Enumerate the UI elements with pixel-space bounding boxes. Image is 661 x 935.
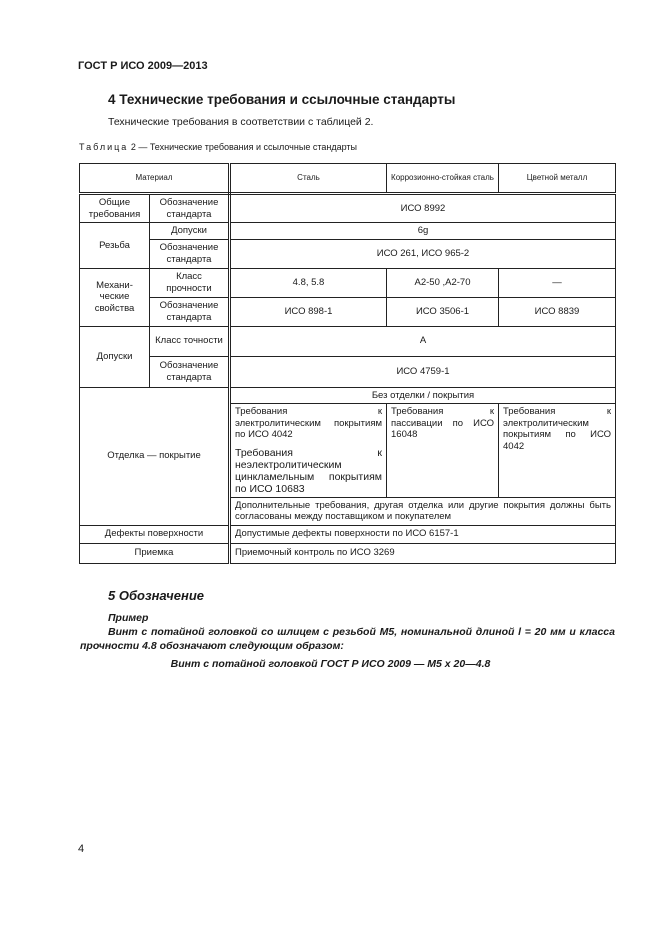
finish-no-finish: Без отделки / покрытия (230, 387, 616, 404)
mechanical-designation-label: Обозначение стандарта (150, 297, 230, 326)
section-4-title: 4 Технические требования и ссылочные стандарты (108, 92, 456, 107)
row-tolerances-class (80, 326, 616, 356)
mechanical-class-label: Класс прочности (150, 268, 230, 297)
page-number: 4 (78, 843, 85, 855)
finish-steel (230, 404, 387, 498)
header-nonferrous: Цветной металл (499, 164, 616, 194)
mechanical-designation-stainless: ИСО 3506-1 (387, 297, 499, 326)
mechanical-designation-steel: ИСО 898-1 (230, 297, 387, 326)
mechanical-label: Механи-ческие свойства (80, 268, 150, 326)
row-tolerances-designation (80, 356, 616, 387)
table-caption-text: 2 — Технические требования и ссылочные стандарты (130, 142, 357, 152)
surface-value: Допустимые дефекты поверхности по ИСО 6157-1 (230, 525, 616, 543)
header-stainless: Коррозионно-стойкая сталь (387, 164, 499, 194)
table-header-row (80, 164, 616, 194)
surface-label: Дефекты поверхности (80, 525, 230, 543)
requirements-table (79, 163, 616, 564)
finish-steel-nonelectro: Требования к неэлектролитическим цинкламельным покрытиям по ИСО 10683 (235, 446, 382, 495)
finish-label: Отделка — покрытие (80, 387, 230, 525)
finish-steel-electro: Требования к электролитическим покрытиям по ИСО 4042 (235, 406, 382, 440)
mechanical-class-steel: 4.8, 5.8 (230, 268, 387, 297)
thread-tolerance-value: 6g (230, 223, 616, 240)
row-mechanical-class (80, 268, 616, 297)
row-finish-header (80, 387, 616, 404)
header-steel: Сталь (230, 164, 387, 194)
row-acceptance (80, 543, 616, 563)
mechanical-class-stainless: А2-50 ,А2-70 (387, 268, 499, 297)
section-4-intro: Технические требования в соответствии с таблицей 2. (108, 116, 374, 128)
thread-tolerance-label: Допуски (150, 223, 230, 240)
example-text: Винт с потайной головкой со шлицем с резьбой М5, номинальной длиной l = 20 мм и класса прочности 4.8 обозначают следующим образом: (80, 626, 615, 652)
tolerances-class-label: Класс точности (150, 326, 230, 356)
tolerances-designation-label: Обозначение стандарта (150, 356, 230, 387)
example-label: Пример (108, 612, 149, 624)
header-material: Материал (80, 164, 230, 194)
tolerances-class-value: A (230, 326, 616, 356)
finish-additional: Дополнительные требования, другая отделка или другие покрытия должны быть согласованы между поставщиком и покупателем (230, 497, 616, 525)
table-caption-word: Таблица (79, 142, 129, 152)
document-header: ГОСТ Р ИСО 2009—2013 (78, 60, 208, 72)
row-thread-designation (80, 239, 616, 268)
general-label: Общие требования (80, 194, 150, 223)
example-designation: Винт с потайной головкой ГОСТ Р ИСО 2009 — М5 х 20—4.8 (170, 658, 491, 670)
row-general (80, 194, 616, 223)
acceptance-value: Приемочный контроль по ИСО 3269 (230, 543, 616, 563)
mechanical-class-nonferrous: — (499, 268, 616, 297)
general-designation-label: Обозначение стандарта (150, 194, 230, 223)
thread-designation-label: Обозначение стандарта (150, 239, 230, 268)
row-surface-defects (80, 525, 616, 543)
thread-designation-value: ИСО 261, ИСО 965-2 (230, 239, 616, 268)
tolerances-designation-value: ИСО 4759-1 (230, 356, 616, 387)
mechanical-designation-nonferrous: ИСО 8839 (499, 297, 616, 326)
finish-nonferrous: Требования к электролитическим покрытиям по ИСО 4042 (499, 404, 616, 498)
general-value: ИСО 8992 (230, 194, 616, 223)
table-caption (79, 142, 357, 152)
row-thread-tolerance (80, 223, 616, 240)
row-mechanical-designation (80, 297, 616, 326)
acceptance-label: Приемка (80, 543, 230, 563)
thread-label: Резьба (80, 223, 150, 269)
section-5-title: 5 Обозначение (108, 588, 204, 603)
tolerances-label: Допуски (80, 326, 150, 387)
finish-stainless: Требования к пассивации по ИСО 16048 (387, 404, 499, 498)
